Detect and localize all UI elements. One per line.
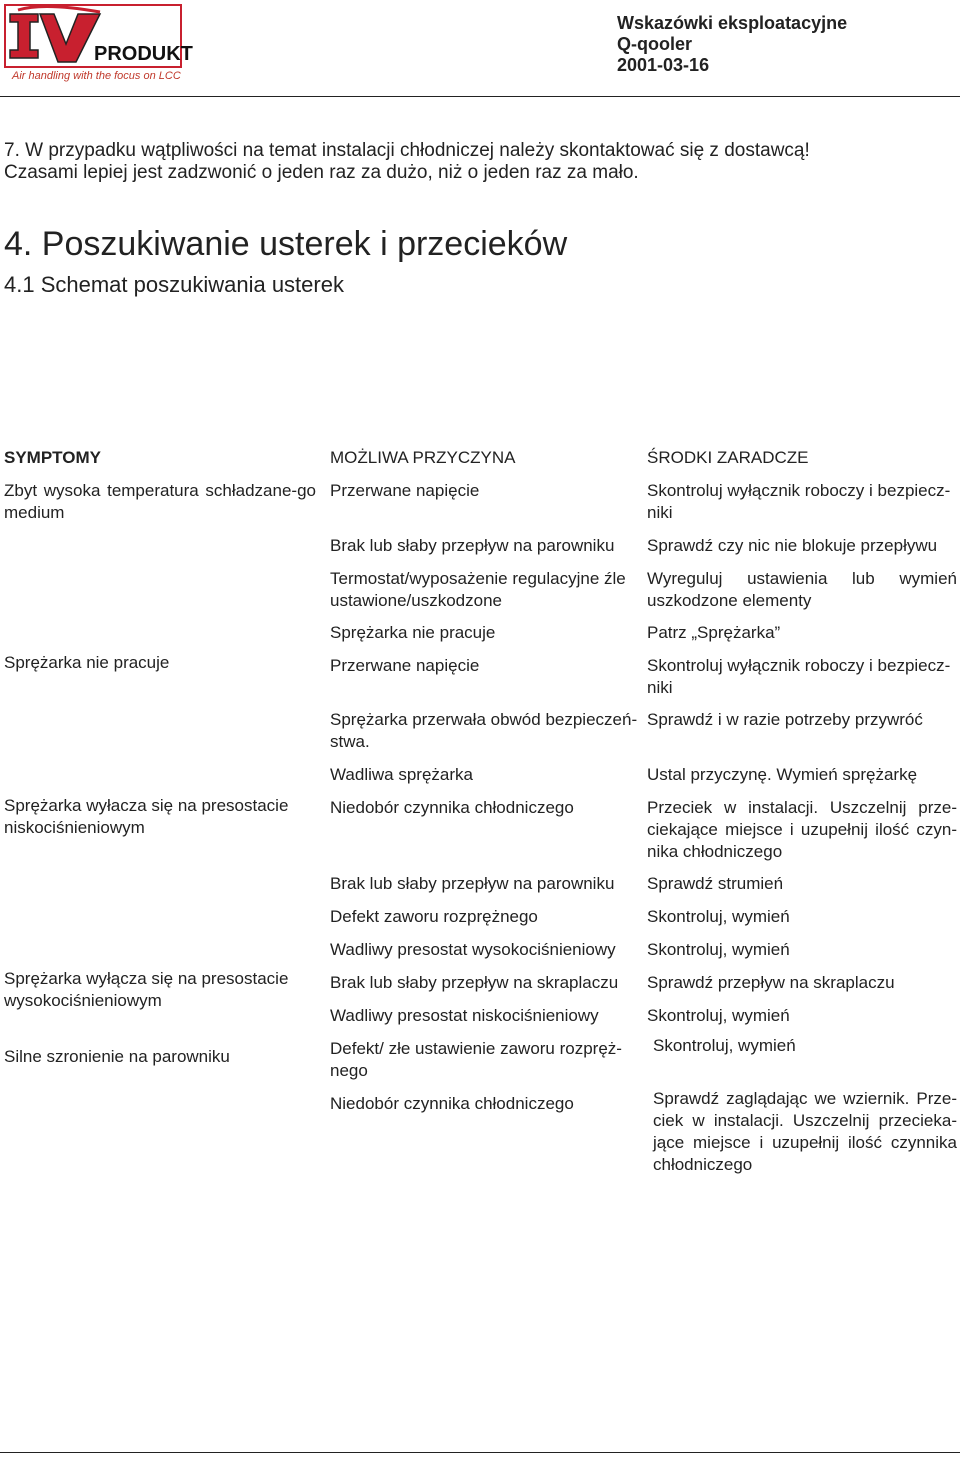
- section-title: 4. Poszukiwanie usterek i przecieków: [4, 225, 568, 263]
- header-divider: [0, 96, 960, 97]
- remedy-item: Skontroluj, wymień: [647, 940, 790, 959]
- symptom-item: Silne szronienie na parowniku: [4, 1047, 230, 1066]
- cause-item: Brak lub słaby przepływ na parowniku: [330, 536, 615, 555]
- remedy-item: Skontroluj, wymień: [647, 1006, 790, 1025]
- cause-item: Wadliwa sprężarka: [330, 765, 473, 784]
- remedy-item: Skontroluj wyłącznik roboczy i bezpiecz-niki: [647, 481, 951, 522]
- document-date: 2001-03-16: [617, 55, 710, 75]
- cause-item: Brak lub słaby przepływ na parowniku: [330, 874, 615, 893]
- brand-text: PRODUKT: [94, 43, 193, 65]
- column-header-remedies: ŚRODKI ZARADCZE: [647, 448, 809, 467]
- remedy-item: Sprawdź i w razie potrzeby przywróć: [647, 710, 923, 729]
- intro-line-2: Czasami lepiej jest zadzwonić o jeden raz za dużo, niż o jeden raz za mało.: [4, 162, 639, 183]
- iv-produkt-logo-icon: [4, 4, 193, 70]
- cause-item: Niedobór czynnika chłodniczego: [330, 798, 574, 817]
- footer-divider: [0, 1452, 960, 1453]
- remedy-item: Sprawdź strumień: [647, 874, 784, 893]
- document-title: Wskazówki eksploatacyjne: [617, 13, 848, 33]
- intro-line-1: 7. W przypadku wątpliwości na temat instalacji chłodniczej należy skontaktować się z dostawcą!: [4, 140, 810, 161]
- symptom-item: Sprężarka wyłącza się na presostacie wysokociśnieniowym: [4, 969, 289, 1010]
- cause-item: Przerwane napięcie: [330, 481, 480, 500]
- symptom-item: Sprężarka wyłacza się na presostacie niskociśnieniowym: [4, 796, 289, 837]
- cause-item: Brak lub słaby przepływ na skraplaczu: [330, 973, 619, 992]
- remedy-item: Skontroluj wyłącznik roboczy i bezpiecz-niki: [647, 656, 951, 697]
- remedy-item: Sprawdź przepływ na skraplaczu: [647, 973, 895, 992]
- cause-item: Wadliwy presostat wysokociśnieniowy: [330, 940, 616, 959]
- cause-item: Wadliwy presostat niskociśnieniowy: [330, 1006, 599, 1025]
- cause-item: Sprężarka nie pracuje: [330, 623, 496, 642]
- cause-item: Defekt/ złe ustawienie zaworu rozpręż-nego: [330, 1039, 622, 1080]
- cause-item: Niedobór czynnika chłodniczego: [330, 1094, 574, 1113]
- tagline: Air handling with the focus on LCC: [12, 70, 181, 82]
- intro-note: [4, 140, 810, 184]
- remedy-item: Patrz „Sprężarka”: [647, 623, 781, 642]
- cause-item: Sprężarka przerwała obwód bezpieczeń-stwa.: [330, 710, 638, 751]
- cause-item: Defekt zaworu rozprężnego: [330, 907, 538, 926]
- subsection-title: 4.1 Schemat poszukiwania usterek: [4, 272, 344, 297]
- symptom-item: Zbyt wysoka temperatura schładzane-go medium: [4, 481, 316, 522]
- remedy-item: Przeciek w instalacji. Uszczelnij prze-ciekające miejsce i uzupełnij ilość czyn-nika chłodniczego: [647, 798, 957, 861]
- remedy-item: Skontroluj, wymień: [647, 907, 790, 926]
- cause-item: Termostat/wyposażenie regulacyjne źle ustawione/uszkodzone: [330, 569, 626, 610]
- cause-item: Przerwane napięcie: [330, 656, 480, 675]
- column-header-symptoms: SYMPTOMY: [4, 448, 101, 467]
- remedy-item: Ustal przyczynę. Wymień sprężarkę: [647, 765, 918, 784]
- remedy-item: Sprawdź zaglądając we wziernik. Prze-ciek w instalacji. Uszczelnij przecieka-jące miejsce i uzupełnij ilość czynnika chłodniczego: [653, 1089, 957, 1174]
- remedy-item: Skontroluj, wymień: [653, 1036, 796, 1055]
- remedy-item: Wyreguluj ustawienia lub wymień uszkodzone elementy: [647, 569, 957, 610]
- document-header: [617, 13, 847, 76]
- symptom-item: Sprężarka nie pracuje: [4, 653, 170, 672]
- remedy-item: Sprawdź czy nic nie blokuje przepływu: [647, 536, 938, 555]
- column-header-causes: MOŻLIWA PRZYCZYNA: [330, 448, 516, 467]
- product-name: Q-qooler: [617, 34, 692, 54]
